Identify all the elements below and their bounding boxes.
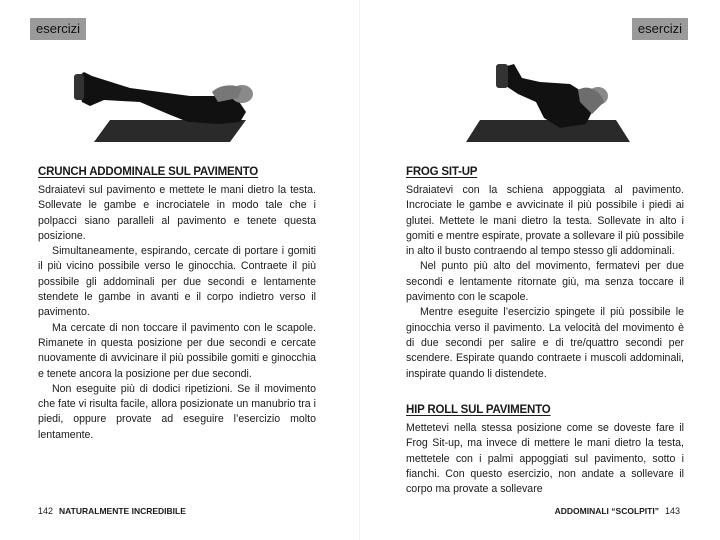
paragraph: Nel punto più alto del movimento, fermatevi per due secondi e lentamente ritornate giù, ma senza toccare il pavimento con le scapole. <box>406 260 684 304</box>
section-tab: esercizi <box>632 18 688 40</box>
running-title: NATURALMENTE INCREDIBILE <box>59 506 186 516</box>
paragraph: Ma cercate di non toccare il pavimento con le scapole. Rimanete in questa posizione per due secondi e cercate nuovamente di avvicinare il più possibile gomiti e ginocchia e tenete ancora la posizione per due secondi. <box>38 321 316 380</box>
athlete-shoes <box>74 74 84 100</box>
crunch-photo-svg <box>70 62 260 152</box>
body-text <box>38 183 316 443</box>
body-text-hip-roll <box>406 421 684 497</box>
page-footer <box>555 506 680 516</box>
paragraph: Non eseguite più di dodici ripetizioni. Se il movimento che fate vi risulta facile, allora posizionate un manubrio tra i piedi, oppure provate ad eseguire l’esercizio molto lentamente. <box>38 382 316 441</box>
body-text <box>406 183 684 382</box>
paragraph: Sdraiatevi con la schiena appoggiata al pavimento. Incrociate le gambe e avvicinate il più possibile i piedi ai glutei. Mettete le mani dietro la testa. Sollevate in alto i gomiti e mentre espirate, provate a sollevare il più possibile in alto il busto contraendo al tempo stesso gli addominali. <box>406 184 684 258</box>
section-title: FROG SIT-UP <box>406 166 478 178</box>
athlete-body <box>500 64 592 128</box>
athlete-shoes <box>496 64 508 88</box>
page-number: 143 <box>664 506 680 516</box>
section-title-hip-roll: HIP ROLL SUL PAVIMENTO <box>406 404 551 416</box>
right-page <box>360 0 720 540</box>
frog-situp-photo-svg <box>460 62 650 152</box>
exercise-mat <box>466 120 630 142</box>
paragraph: Simultaneamente, espirando, cercate di portare i gomiti il più vicino possibile verso le ginocchia. Contraete il più possibile gli addominali per due secondi e lentamente stendete le gambe in avanti e il corpo indietro verso il pavimento. <box>38 245 316 319</box>
paragraph: Sdraiatevi sul pavimento e mettete le mani dietro la testa. Sollevate le gambe e incrociatele in modo tale che i polpacci siano paralleli al pavimento e tenete questa posizione. <box>38 184 316 242</box>
page-footer <box>38 506 186 516</box>
running-title: ADDOMINALI “SCOLPITI” <box>554 506 659 516</box>
frog-situp-figure-icon <box>460 62 650 152</box>
section-title: CRUNCH ADDOMINALE SUL PAVIMENTO <box>38 166 258 178</box>
paragraph: Mettetevi nella stessa posizione come se doveste fare il Frog Sit-up, ma invece di mettere le mani dietro la testa, mettetele con i palmi appoggiati sul pavimento, sotto i fianchi. Con questo esercizio, non andate a sollevare il corpo ma provate a sollevare <box>406 422 684 496</box>
paragraph: Mentre eseguite l’esercizio spingete il più possibile le ginocchia verso il pavimento. La velocità del movimento è di due secondi per salire e di tre/quattro secondi per scendere. Espirate quando contraete i muscoli addominali, inspirate quando li distendete. <box>406 306 684 380</box>
page-number: 142 <box>38 506 54 516</box>
crunch-figure-icon <box>70 62 260 152</box>
section-tab: esercizi <box>30 18 86 40</box>
